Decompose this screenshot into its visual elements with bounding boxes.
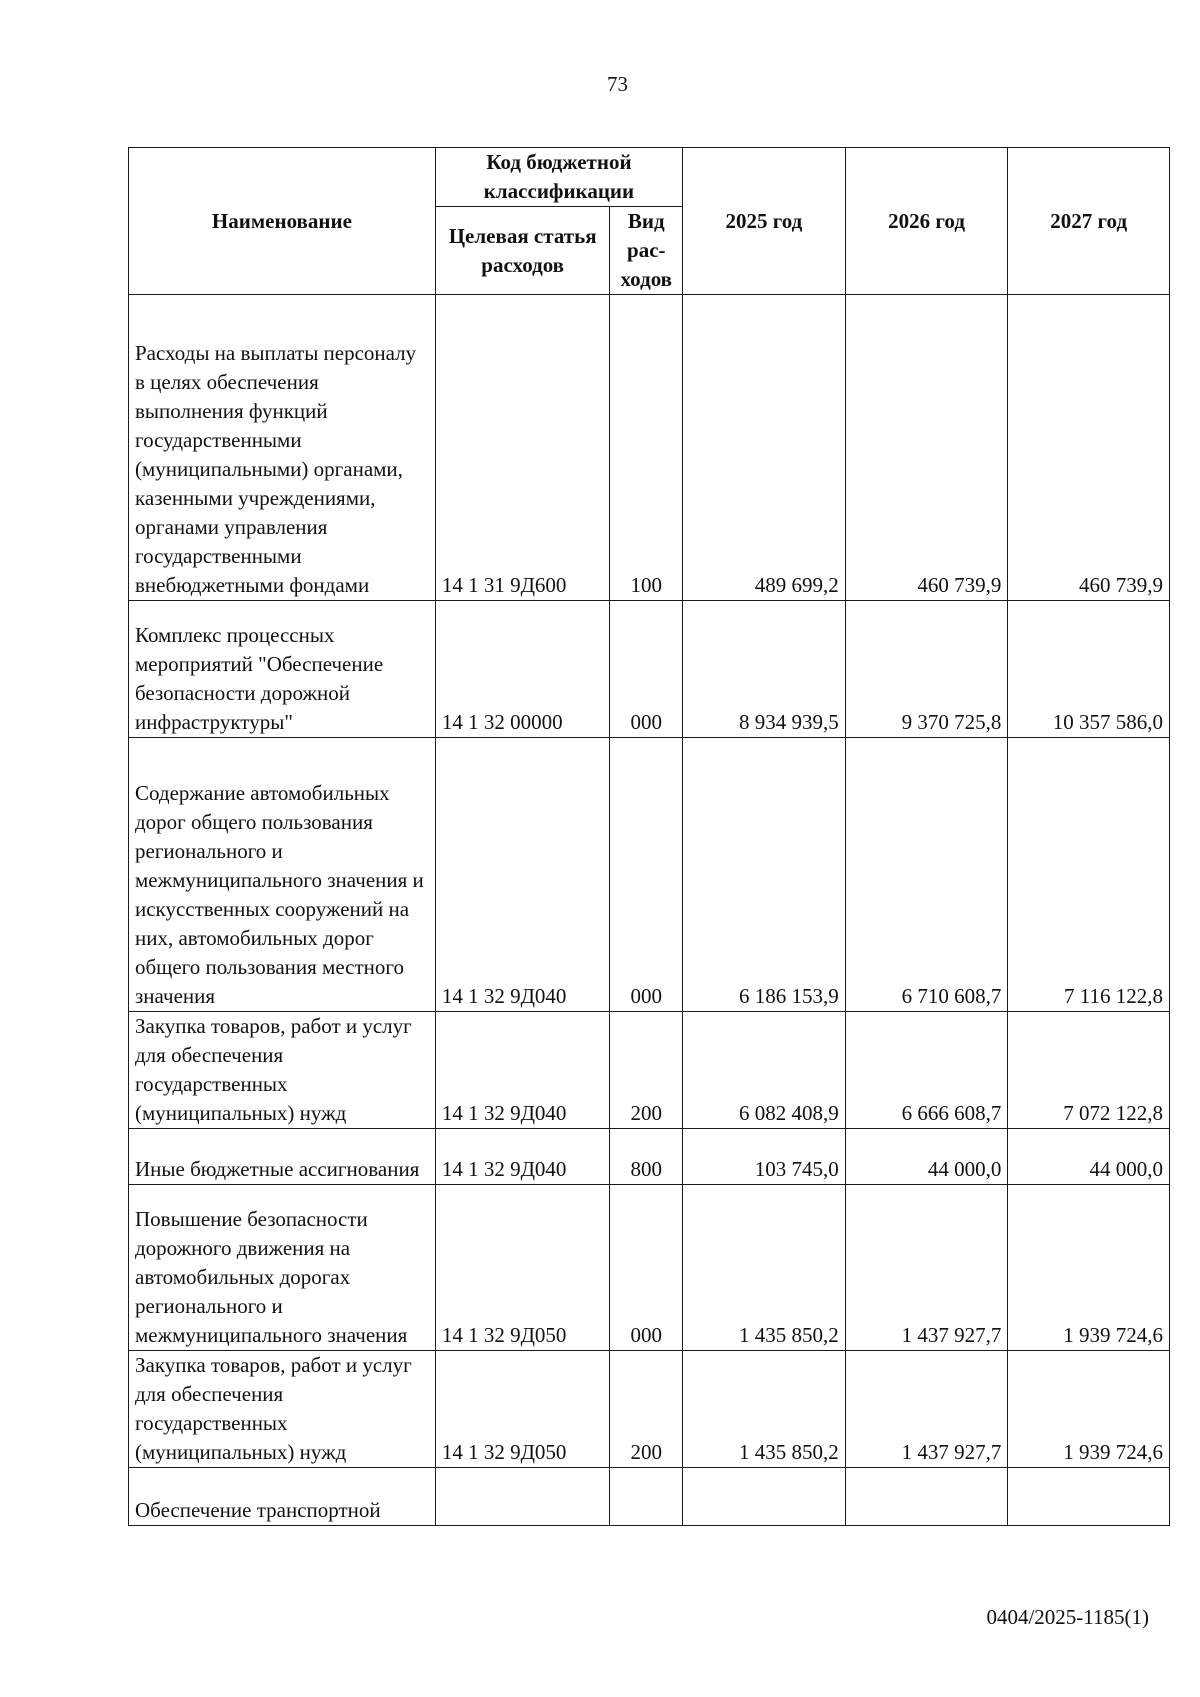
row-value-2026 xyxy=(845,1468,1008,1526)
row-target-article: 14 1 31 9Д600 xyxy=(435,295,610,601)
row-value-2026: 1 437 927,7 xyxy=(845,1351,1008,1468)
row-value-2025 xyxy=(683,1468,846,1526)
row-value-2025: 1 435 850,2 xyxy=(683,1351,846,1468)
row-value-2025: 489 699,2 xyxy=(683,295,846,601)
row-value-2025: 103 745,0 xyxy=(683,1129,846,1185)
row-value-2026: 460 739,9 xyxy=(845,295,1008,601)
table-row xyxy=(129,295,1170,601)
row-value-2025: 1 435 850,2 xyxy=(683,1185,846,1351)
row-expense-type: 200 xyxy=(610,1012,683,1129)
row-target-article: 14 1 32 9Д040 xyxy=(435,1129,610,1185)
table-row xyxy=(129,1129,1170,1185)
row-target-article: 14 1 32 9Д050 xyxy=(435,1351,610,1468)
row-name: Содержание автомобильных дорог общего пользования регионального и межмуниципального значения и искусственных сооружений на них, автомобильных дорог общего пользования местного значения xyxy=(129,738,436,1012)
row-value-2027: 7 116 122,8 xyxy=(1008,738,1170,1012)
header-target-article: Целевая статья расходов xyxy=(435,207,610,295)
row-value-2026: 6 710 608,7 xyxy=(845,738,1008,1012)
row-value-2025: 6 082 408,9 xyxy=(683,1012,846,1129)
row-value-2027: 44 000,0 xyxy=(1008,1129,1170,1185)
row-value-2026: 9 370 725,8 xyxy=(845,601,1008,738)
row-expense-type xyxy=(610,1468,683,1526)
row-target-article: 14 1 32 00000 xyxy=(435,601,610,738)
table-row xyxy=(129,1468,1170,1526)
row-expense-type: 000 xyxy=(610,601,683,738)
row-expense-type: 100 xyxy=(610,295,683,601)
row-name: Расходы на выплаты персоналу в целях обеспечения выполнения функций государственными (муниципальными) органами, казенными учреждениями, органами управления государственными внебюджетными фондами xyxy=(129,295,436,601)
header-expense-type: Вид рас-ходов xyxy=(610,207,683,295)
row-name: Иные бюджетные ассигнования xyxy=(129,1129,436,1185)
row-value-2025: 6 186 153,9 xyxy=(683,738,846,1012)
row-value-2027: 460 739,9 xyxy=(1008,295,1170,601)
row-target-article: 14 1 32 9Д050 xyxy=(435,1185,610,1351)
table-row xyxy=(129,601,1170,738)
header-year-2026: 2026 год xyxy=(845,148,1008,295)
row-name: Обеспечение транспортной xyxy=(129,1468,436,1526)
row-expense-type: 000 xyxy=(610,738,683,1012)
row-name: Комплекс процессных мероприятий "Обеспечение безопасности дорожной инфраструктуры" xyxy=(129,601,436,738)
header-budget-code: Код бюджетной классификации xyxy=(435,148,682,207)
row-name: Закупка товаров, работ и услуг для обеспечения государственных (муниципальных) нужд xyxy=(129,1012,436,1129)
row-name: Повышение безопасности дорожного движения на автомобильных дорогах регионального и межмуниципального значения xyxy=(129,1185,436,1351)
header-name: Наименование xyxy=(129,148,436,295)
row-value-2027: 1 939 724,6 xyxy=(1008,1351,1170,1468)
row-target-article xyxy=(435,1468,610,1526)
row-expense-type: 200 xyxy=(610,1351,683,1468)
row-value-2027: 7 072 122,8 xyxy=(1008,1012,1170,1129)
row-target-article: 14 1 32 9Д040 xyxy=(435,1012,610,1129)
row-target-article: 14 1 32 9Д040 xyxy=(435,738,610,1012)
page-number: 73 xyxy=(607,72,628,96)
row-value-2026: 6 666 608,7 xyxy=(845,1012,1008,1129)
table-row xyxy=(129,738,1170,1012)
header-year-2027: 2027 год xyxy=(1008,148,1170,295)
header-year-2025: 2025 год xyxy=(683,148,846,295)
budget-table xyxy=(128,147,1170,1526)
header-row xyxy=(129,148,1170,207)
table-row xyxy=(129,1012,1170,1129)
table-row xyxy=(129,1185,1170,1351)
row-value-2025: 8 934 939,5 xyxy=(683,601,846,738)
row-value-2027 xyxy=(1008,1468,1170,1526)
row-value-2026: 1 437 927,7 xyxy=(845,1185,1008,1351)
row-name: Закупка товаров, работ и услуг для обеспечения государственных (муниципальных) нужд xyxy=(129,1351,436,1468)
row-value-2026: 44 000,0 xyxy=(845,1129,1008,1185)
row-expense-type: 800 xyxy=(610,1129,683,1185)
row-value-2027: 10 357 586,0 xyxy=(1008,601,1170,738)
row-value-2027: 1 939 724,6 xyxy=(1008,1185,1170,1351)
table-row xyxy=(129,1351,1170,1468)
document-registration-code: 0404/2025-1185(1) xyxy=(986,1605,1149,1629)
row-expense-type: 000 xyxy=(610,1185,683,1351)
